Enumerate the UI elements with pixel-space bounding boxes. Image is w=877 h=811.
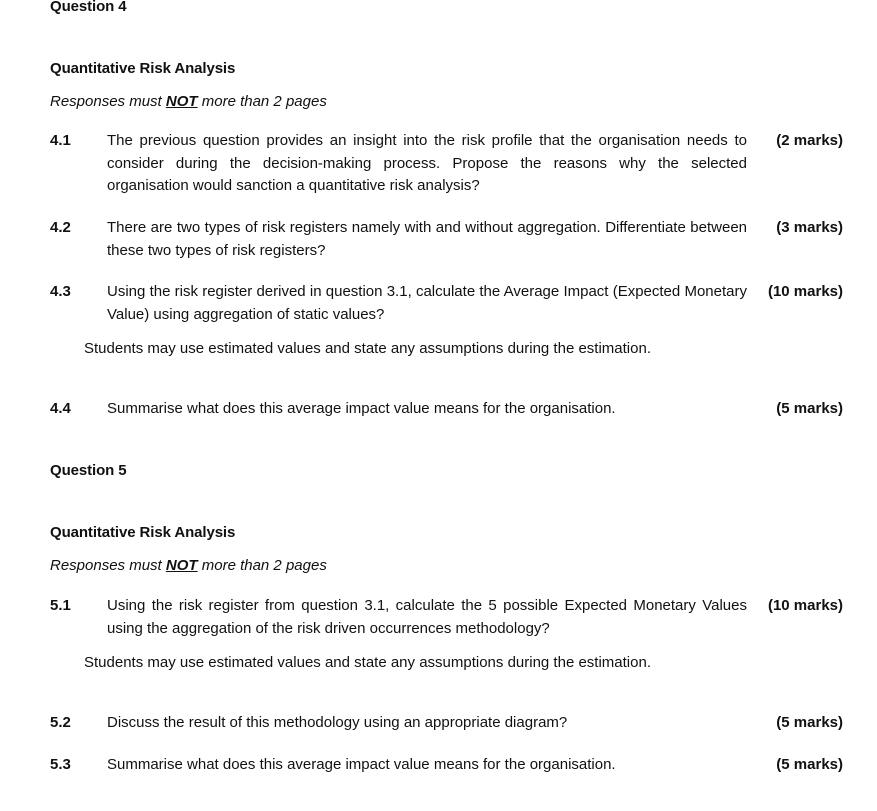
students-note-q4: Students may use estimated values and state any assumptions during the estimation.: [84, 340, 651, 357]
item-number-4-2: 4.2: [50, 219, 71, 236]
item-marks-5-2: (5 marks): [776, 714, 843, 731]
note-prefix: Responses must: [50, 93, 166, 110]
item-text-4-1: The previous question provides an insight into the risk profile that the organisation needs to consider during the decision-making process. Propose the reasons why the selected organisation would sanction a quantitative risk analysis?: [107, 132, 747, 194]
question-4-page-limit-note: [50, 92, 327, 112]
item-marks-4-2: (3 marks): [776, 219, 843, 236]
item-marks-5-1: (10 marks): [767, 597, 843, 614]
question-5-section-title: Quantitative Risk Analysis: [50, 524, 236, 541]
item-marks-4-3: (10 marks): [767, 283, 843, 300]
item-number-5-3: 5.3: [50, 756, 71, 773]
note-suffix: more than 2 pages: [197, 93, 327, 110]
question-5-title: Question 5: [50, 462, 127, 479]
note-emphasis: NOT: [165, 93, 198, 110]
item-number-4-4: 4.4: [50, 400, 71, 417]
item-text-5-2: Discuss the result of this methodology using an appropriate diagram?: [107, 714, 568, 731]
item-number-4-1: 4.1: [50, 132, 71, 149]
students-note-q5: Students may use estimated values and state any assumptions during the estimation.: [84, 654, 651, 671]
item-text-5-3: Summarise what does this average impact value means for the organisation.: [107, 756, 616, 773]
item-number-5-1: 5.1: [50, 597, 71, 614]
item-text-4-4: Summarise what does this average impact value means for the organisation.: [107, 400, 616, 417]
note-suffix: more than 2 pages: [197, 557, 327, 574]
question-4-section-title: Quantitative Risk Analysis: [50, 60, 236, 77]
item-marks-5-3: (5 marks): [776, 756, 843, 773]
item-number-4-3: 4.3: [50, 283, 71, 300]
item-marks-4-4: (5 marks): [776, 400, 843, 417]
item-text-4-2: There are two types of risk registers namely with and without aggregation. Differentiate between these two types of risk registers?: [107, 219, 747, 259]
question-4-title: Question 4: [50, 0, 127, 15]
note-emphasis: NOT: [165, 557, 198, 574]
item-marks-4-1: (2 marks): [776, 132, 843, 149]
item-text-5-1: Using the risk register from question 3.1, calculate the 5 possible Expected Monetary Values using the aggregation of the risk driven occurrences methodology?: [107, 597, 747, 637]
item-text-4-3: Using the risk register derived in question 3.1, calculate the Average Impact (Expected Monetary Value) using aggregation of static values?: [107, 283, 747, 323]
item-number-5-2: 5.2: [50, 714, 71, 731]
question-5-page-limit-note: [50, 556, 327, 576]
note-prefix: Responses must: [50, 557, 166, 574]
